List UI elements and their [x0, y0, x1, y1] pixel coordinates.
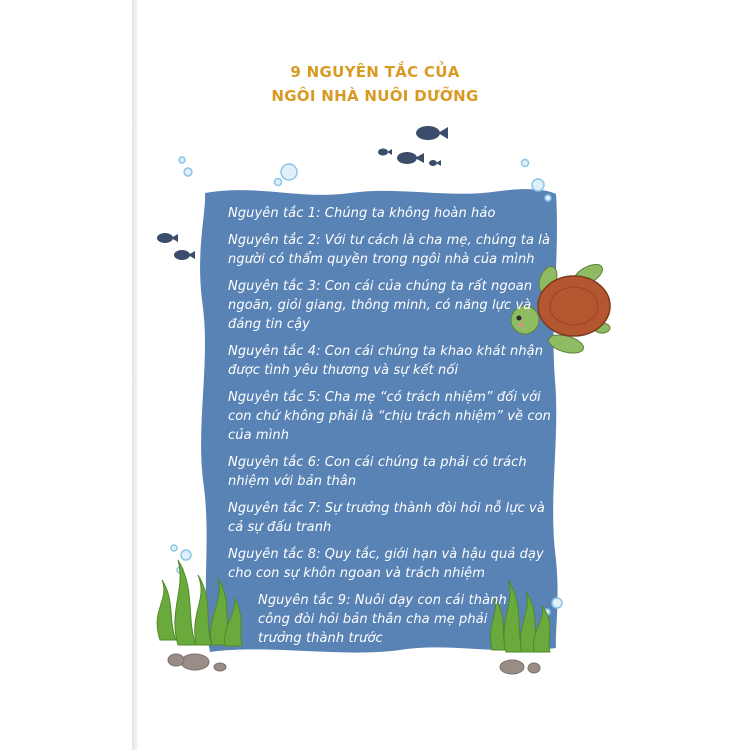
fish-icon: [416, 126, 448, 140]
title-line-2: NGÔI NHÀ NUÔI DƯỠNG: [271, 87, 479, 105]
rule-6: Nguyên tắc 6: Con cái chúng ta phải có trách nhiệm với bản thân: [228, 455, 527, 489]
rule-8: Nguyên tắc 8: Quy tắc, giới hạn và hậu quả dạy cho con sự khôn ngoan và trách nhiệm: [228, 547, 544, 581]
rocks-left: [168, 654, 226, 671]
bubble-icon: [275, 179, 282, 186]
bubble-icon: [184, 168, 192, 176]
fish-icon: [174, 250, 195, 260]
rock-icon: [214, 663, 226, 671]
fish-group-left: [157, 233, 195, 260]
rule-5: Nguyên tắc 5: Cha mẹ “có trách nhiệm” đối với con chứ không phải là “chịu trách nhiệm” về con của mình: [228, 390, 552, 443]
bubble-icon: [532, 179, 544, 191]
bubble-icon: [171, 545, 177, 551]
rule-9: Nguyên tắc 9: Nuôi dạy con cái thành công đòi hỏi bản thân cha mẹ phải trưởng thành trước: [258, 593, 507, 646]
title-line-1: 9 NGUYÊN TẮC CỦA: [290, 63, 460, 81]
rules-list: [228, 204, 558, 656]
bubble-icon: [179, 157, 185, 163]
rule-4: Nguyên tắc 4: Con cái chúng ta khao khát nhận được tình yêu thương và sự kết nối: [228, 344, 544, 378]
rock-icon: [168, 654, 184, 666]
fish-icon: [378, 149, 392, 156]
rule-1: Nguyên tắc 1: Chúng ta không hoàn hảo: [228, 206, 496, 221]
bubble-icon: [281, 164, 297, 180]
bubble-icon: [181, 550, 191, 560]
rock-icon: [528, 663, 540, 673]
rule-3: Nguyên tắc 3: Con cái của chúng ta rất ngoan ngoãn, giỏi giang, thông minh, có năng lực và đáng tin cậy: [228, 279, 533, 332]
rock-icon: [181, 654, 209, 670]
fish-icon: [397, 152, 424, 164]
rocks-right: [500, 660, 540, 674]
bubble-icon: [545, 195, 551, 201]
rule-7: Nguyên tắc 7: Sự trưởng thành đòi hỏi nỗ lực và cả sự đấu tranh: [228, 501, 545, 535]
fish-group-top: [378, 126, 448, 166]
rule-2: Nguyên tắc 2: Với tư cách là cha mẹ, chúng ta là người có thẩm quyền trong ngôi nhà của mình: [228, 233, 551, 267]
fish-icon: [429, 160, 441, 166]
fish-icon: [157, 233, 178, 243]
bubble-icon: [522, 160, 529, 167]
rock-icon: [500, 660, 524, 674]
